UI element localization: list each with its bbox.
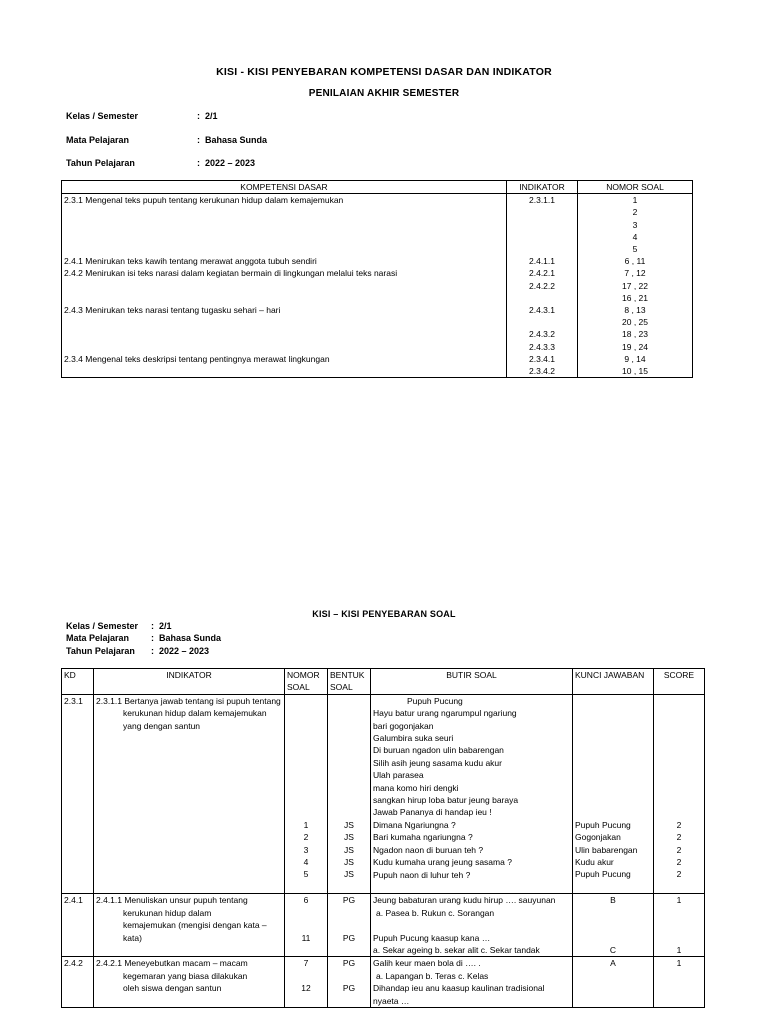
nomor-item: 5: [632, 244, 638, 255]
score-cell: [654, 957, 705, 1008]
kunci-item: Gogonjakan: [575, 832, 621, 843]
bentuk-item: JS: [344, 832, 354, 843]
indikator-line: kerukunan hidup dalam: [123, 907, 212, 918]
bentuk-item: PG: [342, 983, 356, 994]
poem-line: Silih asih jeung sasama kudu akur: [373, 757, 502, 768]
question-text: Kudu kumaha urang jeung sasama ?: [373, 857, 512, 868]
question-text: Bari kumaha ngariungna ?: [373, 832, 473, 843]
kunci-item: Kudu akur: [575, 857, 614, 868]
question-options: a. Pasea b. Rukun c. Sorangan: [376, 907, 495, 918]
indikator-text: 2.3.1.1 Bertanya jawab tentang isi pupuh tentang kerukunan hidup dalam kemajemukan yang dengan santun: [96, 695, 281, 731]
meta-value-subject: Bahasa Sunda: [159, 633, 222, 643]
indikator-cell: [94, 694, 285, 894]
score-item: 1: [676, 895, 682, 906]
score-item: 2: [676, 844, 682, 855]
nomor-cell: [285, 694, 328, 894]
indikator-item: 2.3.4.2: [529, 366, 555, 377]
indikator-line: kata): [123, 932, 142, 943]
meta-sep: :: [197, 158, 200, 168]
header-indikator: INDIKATOR: [507, 181, 578, 194]
poem-line: Ulah parasea: [373, 770, 424, 781]
indikator-line: 2.4.2.1 Meneyebutkan macam – macam: [96, 958, 248, 969]
nomor-item: 8 , 13: [624, 305, 646, 316]
nomor-item: 19 , 24: [622, 341, 648, 352]
bentuk-item: JS: [344, 844, 354, 855]
question-text: Pupuh Pucung kaasup kana …: [373, 932, 491, 943]
indikator-line: 2.4.1.1 Menuliskan unsur pupuh tentang: [96, 895, 248, 906]
kunci-item: Pupuh Pucung: [575, 869, 631, 880]
nomor-item: 4: [632, 231, 638, 242]
bentuk-cell: [328, 894, 371, 957]
poem-line: bari gogonjakan: [373, 720, 434, 731]
kd-column: [62, 194, 507, 378]
kd-cell: 2.4.1: [62, 894, 94, 957]
question-options: nyaeta …: [373, 995, 410, 1006]
question-options: a. Lapangan b. Teras c. Kelas: [376, 970, 489, 981]
score-item: 2: [676, 869, 682, 880]
meta-value-class: 2/1: [159, 621, 172, 631]
kd-item: 2.3.4 Mengenal teks deskripsi tentang pentingnya merawat lingkungan: [64, 353, 330, 364]
poem-line: sangkan hirup loba batur jeung baraya: [373, 795, 519, 806]
nomor-item: 3: [303, 844, 309, 855]
poem-line: Jawab Pananya di handap ieu !: [373, 807, 492, 818]
bentuk-item: JS: [344, 857, 354, 868]
meta-label-subject: Mata Pelajaran: [66, 135, 130, 145]
meta-value-class: 2/1: [205, 111, 218, 121]
bentuk-item: JS: [344, 869, 354, 880]
header-butir-soal: BUTIR SOAL: [371, 669, 573, 695]
kunci-item: Ulin babarengan: [575, 844, 638, 855]
nomor-item: 16 , 21: [622, 292, 648, 303]
score-item: 1: [676, 944, 682, 955]
question-text: Pupuh naon di luhur teh ?: [373, 869, 471, 880]
bentuk-item: PG: [342, 932, 356, 943]
section-title: KISI – KISI PENYEBARAN SOAL: [312, 609, 456, 619]
nomor-item: 10 , 15: [622, 366, 648, 377]
nomor-item: 6 , 11: [624, 256, 646, 267]
indikator-item: 2.4.2.1: [529, 268, 555, 279]
indikator-item: 2.3.4.1: [529, 353, 555, 364]
indikator-cell: [94, 957, 285, 1008]
poem-line: Di buruan ngadon ulin babarengan: [373, 745, 504, 756]
header-nomor-soal: NOMOR SOAL: [285, 669, 328, 695]
meta-sep: :: [151, 633, 154, 643]
nomor-item: 18 , 23: [622, 329, 648, 340]
kunci-cell: [573, 694, 654, 894]
meta-label-class: Kelas / Semester: [66, 111, 139, 121]
kunci-item: C: [609, 944, 617, 955]
nomor-item: 17 , 22: [622, 280, 648, 291]
nomor-item: 6: [303, 895, 309, 906]
nomor-item: 2: [303, 832, 309, 843]
table-row: [62, 894, 705, 957]
indikator-cell: [94, 894, 285, 957]
meta-label-year: Tahun Pelajaran: [66, 646, 135, 656]
butir-cell: [371, 694, 573, 894]
meta-label-class: Kelas / Semester: [66, 621, 139, 631]
meta-label-subject: Mata Pelajaran: [66, 633, 130, 643]
meta-sep: :: [197, 135, 200, 145]
kunci-cell: [573, 957, 654, 1008]
nomor-item: 2: [632, 207, 638, 218]
nomor-item: 1: [632, 195, 638, 206]
nomor-item: 11: [301, 932, 311, 943]
kd-cell: 2.4.2: [62, 957, 94, 1008]
nomor-item: 3: [632, 219, 638, 230]
question-text: Galih keur maen bola di …. .: [373, 958, 481, 969]
nomor-item: 1: [303, 819, 309, 830]
nomor-cell: [285, 957, 328, 1008]
indikator-line: kemajemukan (mengisi dengan kata –: [123, 920, 267, 931]
table-row: [62, 957, 705, 1008]
kunci-item: A: [610, 958, 616, 969]
header-kompetensi: KOMPETENSI DASAR: [62, 181, 507, 194]
header-kd: KD: [62, 669, 94, 695]
question-text: Dihandap ieu anu kaasup kaulinan tradisional: [373, 983, 545, 994]
bentuk-cell: [328, 957, 371, 1008]
meta-label-year: Tahun Pelajaran: [66, 158, 135, 168]
bentuk-item: JS: [344, 819, 354, 830]
nomor-item: 20 , 25: [622, 317, 648, 328]
nomor-item: 7: [303, 958, 309, 969]
meta-sep: :: [197, 111, 200, 121]
poem-line: Hayu batur urang ngarumpul ngariung: [373, 708, 517, 719]
question-text: Ngadon naon di buruan teh ?: [373, 844, 484, 855]
kd-cell: 2.3.1: [62, 694, 94, 894]
indikator-item: 2.4.2.2: [529, 280, 555, 291]
score-item: 1: [676, 958, 682, 969]
kd-item: 2.4.3 Menirukan teks narasi tentang tugasku sehari – hari: [64, 305, 281, 316]
indikator-item: 2.4.1.1: [529, 256, 555, 267]
butir-cell: [371, 894, 573, 957]
kd-item: 2.4.1 Menirukan teks kawih tentang merawat anggota tubuh sendiri: [64, 256, 317, 267]
indikator-item: 2.4.3.2: [529, 329, 555, 340]
nomor-soal-column: [578, 194, 693, 378]
question-text: Dimana Ngariungna ?: [373, 819, 456, 830]
header-nomor-soal: NOMOR SOAL: [578, 181, 693, 194]
kd-indicator-table: [61, 180, 693, 378]
nomor-item: 12: [301, 983, 311, 994]
indikator-line: kegemaran yang biasa dilakukan: [123, 970, 248, 981]
meta-value-year: 2022 – 2023: [159, 646, 210, 656]
bentuk-item: PG: [342, 958, 356, 969]
score-cell: [654, 894, 705, 957]
indikator-item: 2.4.3.1: [529, 305, 555, 316]
question-table: [61, 668, 705, 1008]
header-bentuk-soal: BENTUK SOAL: [328, 669, 371, 695]
nomor-cell: [285, 894, 328, 957]
kunci-item: Pupuh Pucung: [575, 819, 631, 830]
nomor-item: 9 , 14: [624, 353, 646, 364]
page-subtitle: PENILAIAN AKHIR SEMESTER: [308, 88, 460, 99]
header-kunci-jawaban: KUNCI JAWABAN: [573, 669, 654, 695]
kunci-item: B: [610, 895, 616, 906]
bentuk-item: PG: [342, 895, 356, 906]
score-cell: [654, 694, 705, 894]
indikator-line: oleh siswa dengan santun: [123, 983, 222, 994]
kd-item: 2.4.2 Menirukan isi teks narasi dalam kegiatan bermain di lingkungan melalui teks narasi: [64, 268, 398, 279]
butir-cell: [371, 957, 573, 1008]
poem-line: mana komo hiri dengki: [373, 782, 459, 793]
indikator-item: 2.4.3.3: [529, 341, 555, 352]
poem-title: Pupuh Pucung: [407, 695, 463, 706]
poem-line: Galumbira suka seuri: [373, 733, 454, 744]
header-indikator: INDIKATOR: [94, 669, 285, 695]
score-item: 2: [676, 857, 682, 868]
table-row: [62, 694, 705, 894]
score-item: 2: [676, 832, 682, 843]
kunci-cell: [573, 894, 654, 957]
header-score: SCORE: [654, 669, 705, 695]
nomor-item: 5: [303, 869, 309, 880]
meta-value-year: 2022 – 2023: [205, 158, 256, 168]
nomor-item: 7 , 12: [624, 268, 646, 279]
meta-value-subject: Bahasa Sunda: [205, 135, 268, 145]
question-options: a. Sekar ageing b. sekar alit c. Sekar tandak: [373, 944, 540, 955]
page-title: KISI - KISI PENYEBARAN KOMPETENSI DASAR DAN INDIKATOR: [216, 66, 552, 78]
meta-sep: :: [151, 646, 154, 656]
indikator-item: 2.3.1.1: [529, 195, 555, 206]
nomor-item: 4: [303, 857, 309, 868]
meta-sep: :: [151, 621, 154, 631]
question-text: Jeung babaturan urang kudu hirup …. sauyunan: [373, 895, 556, 906]
score-item: 2: [676, 819, 682, 830]
bentuk-cell: [328, 694, 371, 894]
kd-item: 2.3.1 Mengenal teks pupuh tentang kerukunan hidup dalam kemajemukan: [64, 195, 344, 206]
indikator-column: [507, 194, 578, 378]
